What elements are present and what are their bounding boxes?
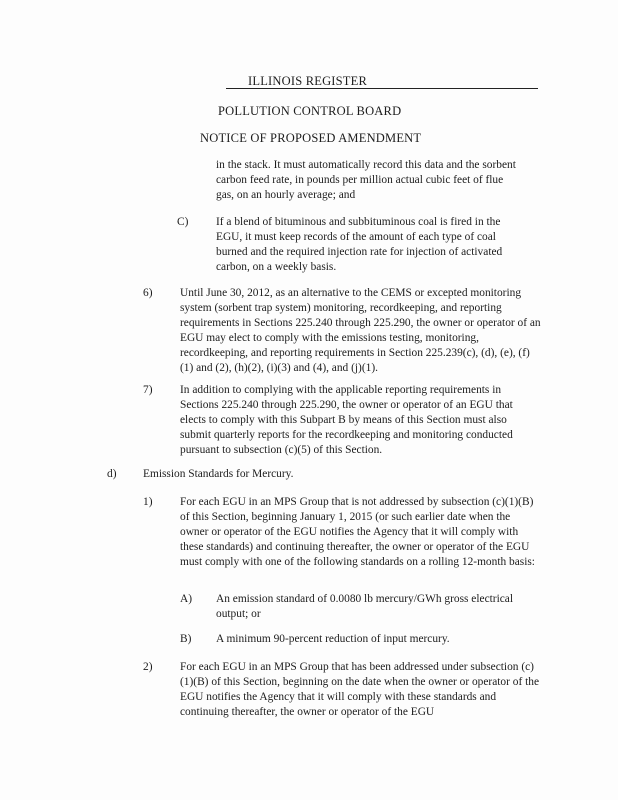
item-d1b-text: A minimum 90-percent reduction of input mercury. <box>216 633 450 645</box>
register-title: ILLINOIS REGISTER <box>248 74 368 88</box>
item-7-marker: 7) <box>143 384 153 396</box>
item-d2-paragraph <box>180 660 542 720</box>
notice-title: NOTICE OF PROPOSED AMENDMENT <box>200 131 422 145</box>
item-6-paragraph <box>180 286 542 376</box>
item-6-text: Until June 30, 2012, as an alternative to the CEMS or excepted monitoring system (sorbent trap system) monitoring, recordkeeping, and reporting requirements in Sections 225.240 through 225.290, the owner or operator of an EGU may elect to comply with the emissions testing, monitoring, recordkeeping, and reporting requirements in Section 225.239(c), (d), (e), (f)(1) and (2), (h)(2), (i)(3) and (4), and (j)(1). <box>180 287 541 374</box>
board-title: POLLUTION CONTROL BOARD <box>218 104 402 118</box>
item-d1b-paragraph <box>216 632 536 647</box>
item-d1-marker: 1) <box>143 496 153 508</box>
item-c-paragraph <box>216 215 521 275</box>
item-7-paragraph <box>180 383 540 458</box>
item-d1-text: For each EGU in an MPS Group that is not addressed by subsection (c)(1)(B) of this Section, beginning January 1, 2015 (or such earlier date when the owner or operator of the EGU notifies the Agency that it will comply with these standards) and continuing thereafter, the owner or operator of the EGU must comply with one of the following standards on a rolling 12-month basis: <box>180 496 535 568</box>
section-d-marker: d) <box>107 468 117 480</box>
section-d-heading <box>143 467 503 482</box>
item-d1a-paragraph <box>216 592 536 622</box>
continuation-text: in the stack. It must automatically record this data and the sorbent carbon feed rate, in pounds per million actual cubic feet of flue gas, on an hourly average; and <box>216 159 516 201</box>
item-7-text: In addition to complying with the applicable reporting requirements in Sections 225.240 through 225.290, the owner or operator of an EGU that elects to comply with this Subpart B by means of this Section must also submit quarterly reports for the recordkeeping and monitoring conducted pursuant to subsection (c)(5) of this Section. <box>180 384 513 456</box>
continuation-paragraph <box>216 158 516 203</box>
item-c-text: If a blend of bituminous and subbituminous coal is fired in the EGU, it must keep records of the amount of each type of coal burned and the required injection rate for injection of activated carbon, on a weekly basis. <box>216 216 503 273</box>
section-d-text: Emission Standards for Mercury. <box>143 468 294 480</box>
item-d2-text: For each EGU in an MPS Group that has been addressed under subsection (c)(1)(B) of this Section, beginning on the date when the owner or operator of the EGU notifies the Agency that it will comply with these standards and continuing thereafter, the owner or operator of the EGU <box>180 661 540 718</box>
item-d1b-marker: B) <box>180 633 192 645</box>
item-d1a-marker: A) <box>180 593 193 605</box>
header-rule <box>226 88 538 89</box>
item-d1-paragraph <box>180 495 540 570</box>
item-c-marker: C) <box>177 216 189 228</box>
item-d1a-text: An emission standard of 0.0080 lb mercury/GWh gross electrical output; or <box>216 593 514 620</box>
item-d2-marker: 2) <box>143 661 153 673</box>
item-6-marker: 6) <box>143 287 153 299</box>
